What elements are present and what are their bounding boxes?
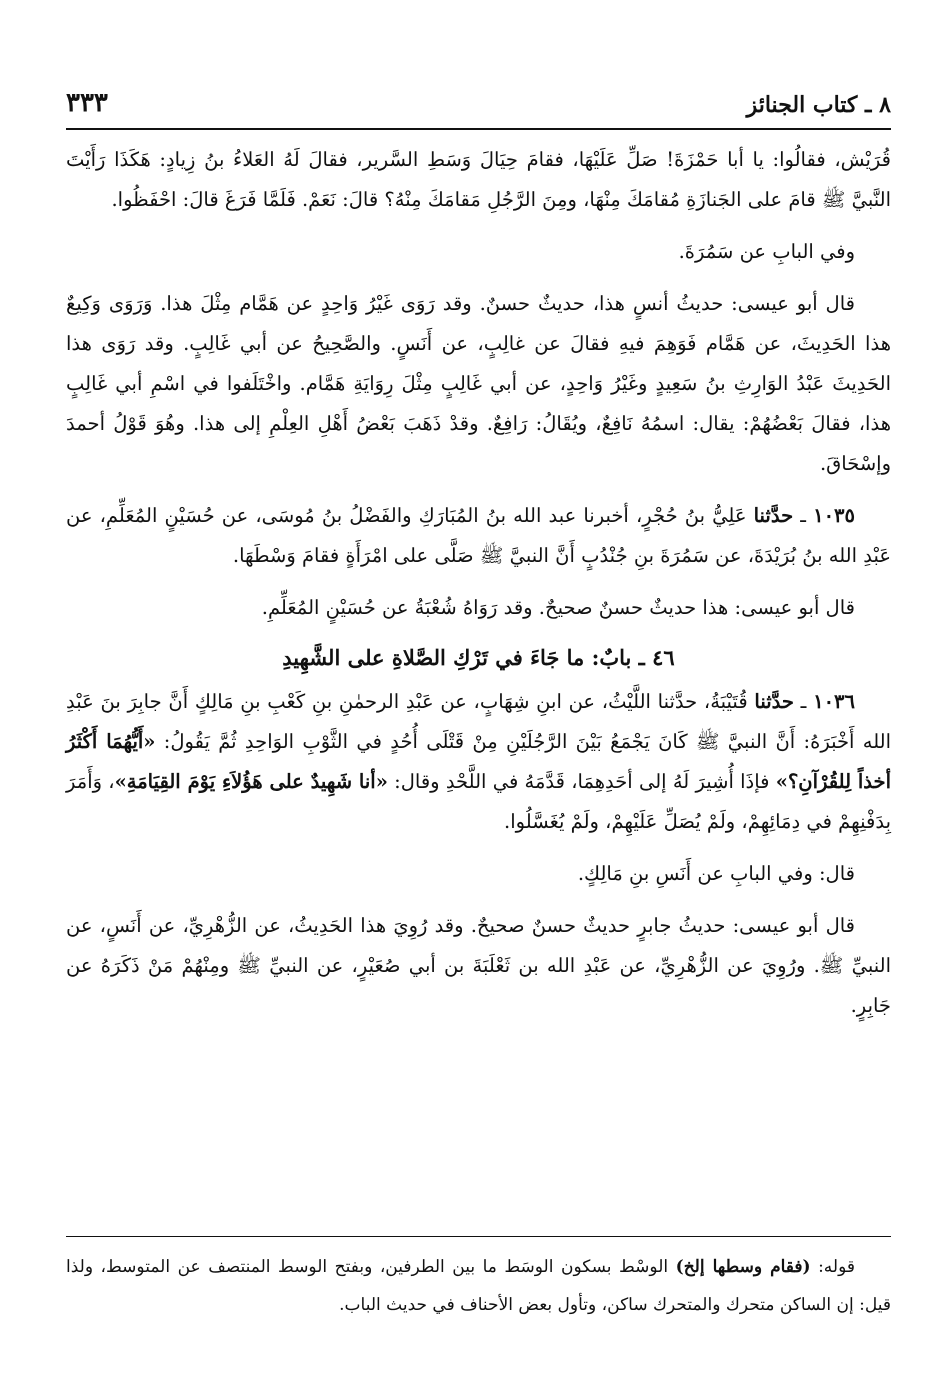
running-head: ٨ ـ كتاب الجنائز (746, 92, 891, 118)
footnote (66, 1248, 891, 1324)
main-text (66, 140, 891, 1026)
footnote-lemma: (فقام وسطها إلخ) (675, 1257, 811, 1277)
hadith-lead: حدَّثنا (753, 504, 794, 527)
page-header (66, 78, 891, 118)
hadith-1035: ١٠٣٥ ـ حدَّثنا عَلِيُّ بنُ حُجْرٍ، أخبرنا عبد الله بنُ المُبَارَكِ والفَضْلُ بنُ مُوسَى، عن حُسَيْنٍ المُعَلِّمِ، عن عَبْدِ الله بنُ بُرَيْدَةَ، عن سَمُرَةَ بنِ جُنْدُبٍ أَنَّ النبيَّ ﷺ صَلَّى على امْرَأَةٍ فقامَ وَسْطَهَا. (66, 504, 891, 567)
paragraph-chapter-note-2: قال: وفي البابِ عن أَنَسِ بنِ مَالِكٍ. (577, 862, 855, 885)
hadith-number: ١٠٣٦ (813, 690, 855, 713)
paragraph-grading: قال أبو عيسى: هذا حديثٌ حسنٌ صحيحٌ. وقد رَوَاهُ شُعْبَةُ عن حُسَيْنٍ المُعَلِّمِ. (261, 596, 855, 619)
hadith-quote-1: «أَيُّهُمَا أَكْثَرُ أخذاً لِلقُرْآنِ؟» (66, 730, 892, 793)
chapter-heading: ٤٦ ـ بابٌ: ما جَاءَ في تَرْكِ الصَّلاةِ على الشَّهِيدِ (282, 645, 675, 670)
paragraph-commentary-2: قال أبو عيسى: حديثُ جابرٍ حديثٌ حسنٌ صحيحٌ. وقد رُوِيَ هذا الحَدِيثُ، عن الزُّهْرِيِّ، عن أَنَسٍ، عن النبيِّ ﷺ. ورُوِيَ عن الزُّهْرِيِّ، عن عَبْدِ الله بن ثَعْلَبَةَ بن أبي صُعَيْرٍ، عن النبيِّ ﷺ ومِنْهُمْ مَنْ ذَكَرَهُ عن جَابِرٍ. (66, 914, 891, 1017)
hadith-number: ١٠٣٥ (813, 504, 856, 527)
paragraph-chapter-note: وفي البابِ عن سَمُرَةَ. (678, 240, 855, 263)
paragraph-continuation: قُرَيْش، فقالُوا: يا أبا حَمْزَةَ! صَلِّ عَلَيْهَا، فقامَ حِيَالَ وَسَطِ السَّرير، فقالَ لَهُ العَلاءُ بنُ زِيادٍ: هَكَذَا رَأَيْتَ النَّبيَّ ﷺ قامَ على الجَنازَةِ مُقامَكَ مِنْهَا، ومِنَ الرَّجُلِ مَقامَكَ مِنْهُ؟ قالَ: نَعَمْ. فَلَمَّا فَرَغَ قالَ: احْفَظُوا. (66, 148, 891, 211)
page-number: ٣٣٣ (66, 88, 108, 118)
hadith-text-part2: فإذَا أُشِيرَ لَهُ إلى أحَدِهِمَا، قَدَّمَهُ في اللَّحْدِ وقال: (394, 770, 770, 793)
header-rule (66, 128, 891, 130)
hadith-quote-2: «أنا شَهِيدٌ على هَؤُلاَءِ يَوْمَ القِيَامَةِ» (114, 770, 388, 793)
paragraph-commentary: قال أبو عيسى: حديثُ أنسٍ هذا، حديثٌ حسنٌ. وقد رَوَى غَيْرُ وَاحِدٍ عن هَمَّام مِثْلَ هذا. وَرَوَى وَكِيعٌ هذا الحَدِيثَ، عن هَمَّام فَوَهِمَ فيهِ فقالَ عن غالِبٍ، عن أَنَسٍ. والصَّحِيحُ عن أبي غَالِبٍ. وقد رَوَى هذا الحَدِيثَ عَبْدُ الوَارِثِ بنُ سَعِيدٍ وغَيْرُ وَاحِدٍ، عن أبي غَالِبٍ مِثْلَ رِوَايَةِ هَمَّام. واخْتَلَفوا في اسْمِ أبي غَالِبٍ هذا، فقالَ بَعْضُهُمْ: يقال: اسمُهُ نَافِعٌ، ويُقَالُ: رَافِعٌ. وقدْ ذَهَبَ بَعْضُ أَهْلِ العِلْمِ إلى هذا. وهُوَ قَوْلُ أحمدَ وإسْحَاقَ. (66, 292, 891, 475)
hadith-lead: حدَّثنا (754, 690, 794, 713)
footnote-prefix: قوله: (818, 1257, 856, 1277)
hadith-text-part3: ، وَأَمَرَ بِدَفْنِهِمْ في دِمَائِهِمْ، ولَمْ يُصَلِّ عَلَيْهِمْ، ولَمْ يُغَسَّلُوا. (66, 770, 891, 833)
hadith-1036: ١٠٣٦ ـ حدَّثنا قُتَيْبَةُ، حدَّثنا اللَّيْثُ، عن ابنِ شِهَابٍ، عن عَبْدِ الرحمٰنِ بنِ كَعْبِ بنِ مَالِكٍ أَنَّ جابِرَ بنَ عَبْدِ الله أَخْبَرَهُ: أَنَّ النبيَّ ﷺ كَانَ يَجْمَعُ بَيْنَ الرَّجُلَيْنِ مِنْ قَتْلَى أُحُدٍ في الثَّوْبِ الوَاحِدِ ثُمَّ يَقُولُ: «أَيُّهُمَا أَكْثَرُ أخذاً لِلقُرْآنِ؟» فإذَا أُشِيرَ لَهُ إلى أحَدِهِمَا، قَدَّمَهُ في اللَّحْدِ وقال: «أنا شَهِيدٌ على هَؤُلاَءِ يَوْمَ القِيَامَةِ»، وَأَمَرَ بِدَفْنِهِمْ في دِمَائِهِمْ، ولَمْ يُصَلِّ عَلَيْهِمْ، ولَمْ يُغَسَّلُوا. (66, 690, 892, 833)
footnote-text: الوسْط بسكون الوسَط ما بين الطرفين، وبفتح الوسط المنتصف عن المتوسط، ولذا قيل: إن الساكن متحرك والمتحرك ساكن، وتأول بعض الأحناف في حديث الباب. (66, 1257, 891, 1315)
hadith-text: عَلِيُّ بنُ حُجْرٍ، أخبرنا عبد الله بنُ المُبَارَكِ والفَضْلُ بنُ مُوسَى، عن حُسَيْنٍ المُعَلِّمِ، عن عَبْدِ الله بنُ بُرَيْدَةَ، عن سَمُرَةَ بنِ جُنْدُبٍ أَنَّ النبيَّ ﷺ صَلَّى على امْرَأَةٍ فقامَ وَسْطَهَا. (66, 504, 891, 567)
footnote-rule (66, 1236, 891, 1237)
hadith-text-part1: قُتَيْبَةُ، حدَّثنا اللَّيْثُ، عن ابنِ شِهَابٍ، عن عَبْدِ الرحمٰنِ بنِ كَعْبِ بنِ مَالِكٍ أَنَّ جابِرَ بنَ عَبْدِ الله أَخْبَرَهُ: أَنَّ النبيَّ ﷺ كَانَ يَجْمَعُ بَيْنَ الرَّجُلَيْنِ مِنْ قَتْلَى أُحُدٍ في الثَّوْبِ الوَاحِدِ ثُمَّ يَقُولُ: (66, 690, 892, 753)
